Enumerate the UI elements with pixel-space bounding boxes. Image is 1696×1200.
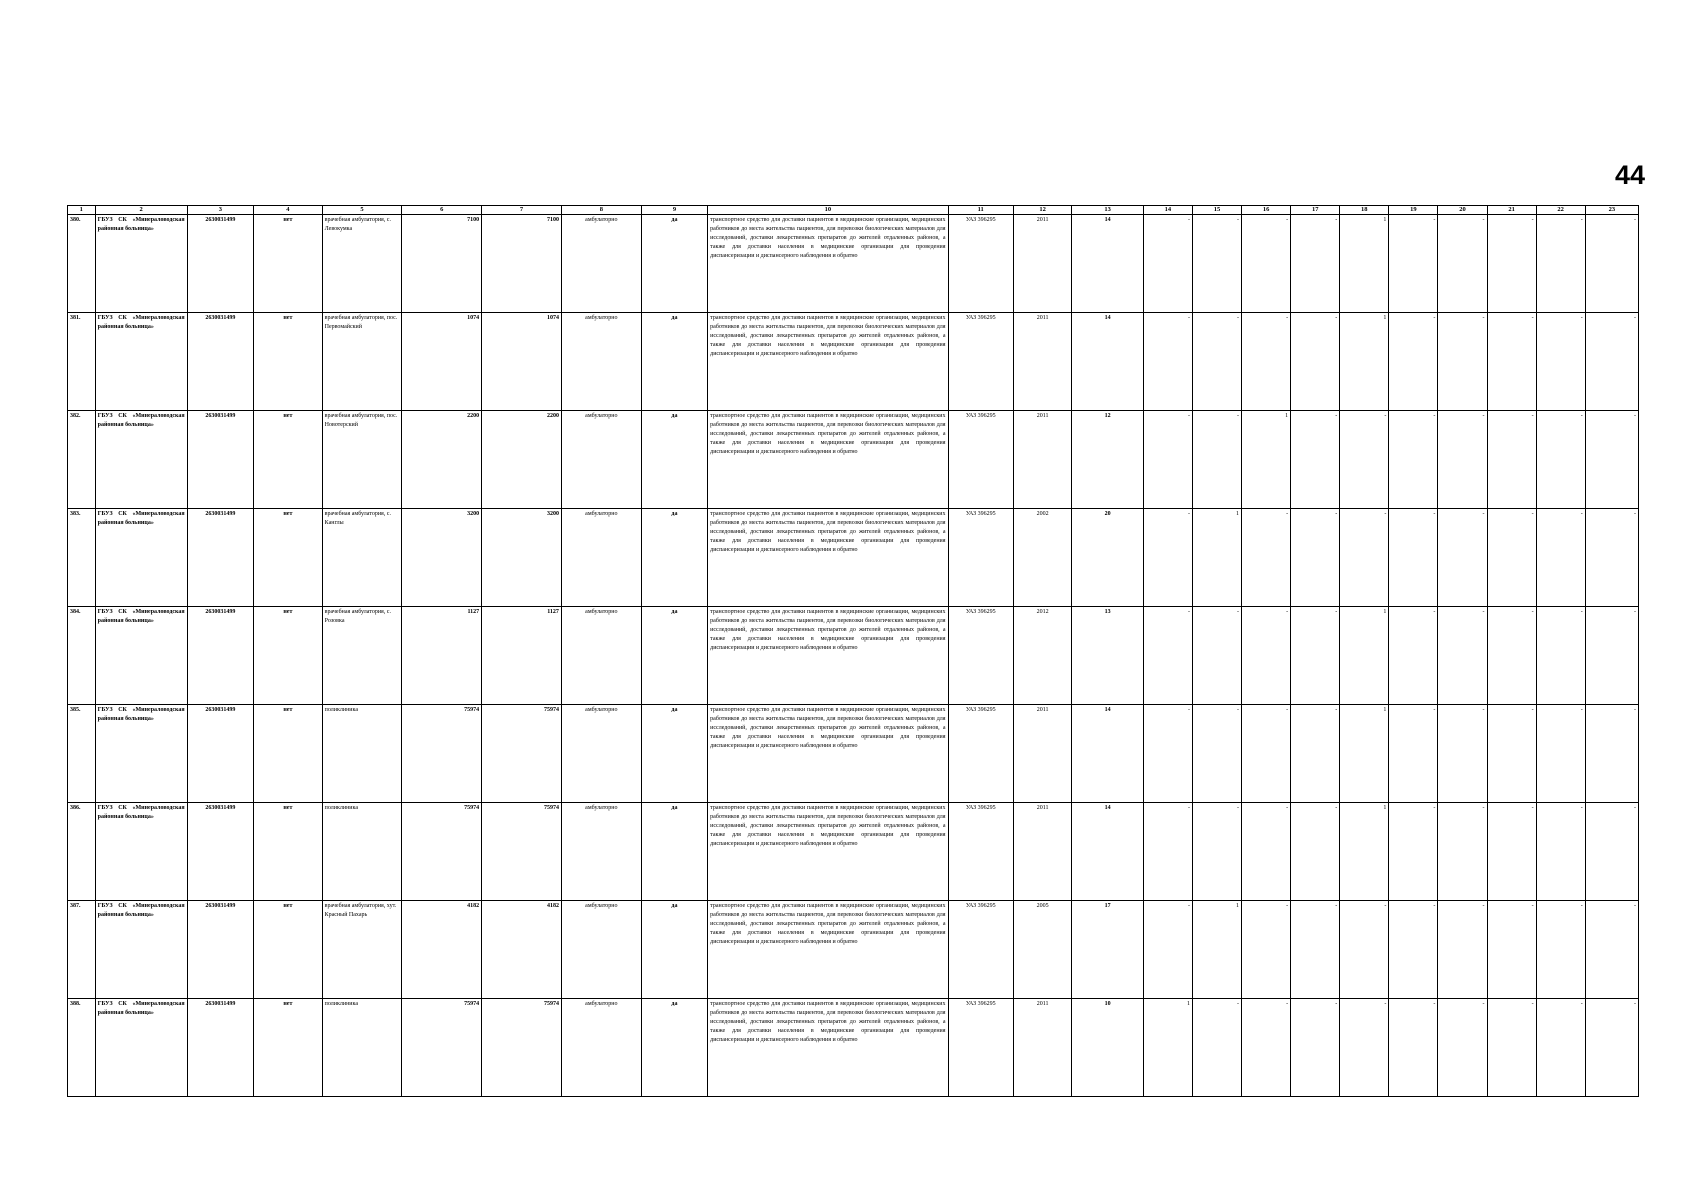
vehicle-model: УАЗ 396295	[948, 509, 1013, 607]
has-license: нет	[254, 215, 323, 313]
care-type: амбулаторно	[561, 313, 641, 411]
vehicle-model: УАЗ 396295	[948, 803, 1013, 901]
vehicle-year: 2011	[1013, 215, 1071, 313]
count-cell: -	[1585, 999, 1638, 1097]
row-number: 384.	[68, 607, 96, 705]
vehicle-purpose: транспортное средство для доставки пациентов в медицинские организации, медицинских работников до места жительства пациентов, для перевозки биологических материалов для исследований, доставки лекарственных препаратов до жителей отдаленных районов, а также для доставки населения в медицинские организации для проведения диспансеризации и диспансерного наблюдения и обратно	[708, 901, 948, 999]
vehicle-year: 2011	[1013, 803, 1071, 901]
count-cell: -	[1389, 705, 1438, 803]
count-cell: -	[1389, 901, 1438, 999]
facility-location: поликлиника	[322, 803, 402, 901]
count-cell: -	[1291, 607, 1340, 705]
count-cell: -	[1192, 215, 1241, 313]
table-row	[68, 509, 1639, 607]
count-cell: -	[1291, 411, 1340, 509]
count-cell: -	[1291, 803, 1340, 901]
vehicle-model: УАЗ 396295	[948, 607, 1013, 705]
vehicle-age: 14	[1072, 803, 1144, 901]
vehicle-year: 2002	[1013, 509, 1071, 607]
table-row	[68, 215, 1639, 313]
column-number: 6	[402, 206, 482, 215]
vehicle-age: 10	[1072, 999, 1144, 1097]
vehicle-age: 13	[1072, 607, 1144, 705]
count-cell: 1	[1192, 509, 1241, 607]
vehicle-year: 2011	[1013, 411, 1071, 509]
facility-location: врачебная амбулатория, пос. Первомайский	[322, 313, 402, 411]
column-number: 7	[482, 206, 562, 215]
count-cell: -	[1438, 607, 1487, 705]
vehicle-purpose: транспортное средство для доставки пациентов в медицинские организации, медицинских работников до места жительства пациентов, для перевозки биологических материалов для исследований, доставки лекарственных препаратов до жителей отдаленных районов, а также для доставки населения в медицинские организации для проведения диспансеризации и диспансерного наблюдения и обратно	[708, 411, 948, 509]
count-cell: -	[1340, 901, 1389, 999]
population-attached: 3200	[482, 509, 562, 607]
count-cell: -	[1536, 705, 1585, 803]
count-cell: -	[1585, 215, 1638, 313]
table-row	[68, 607, 1639, 705]
count-cell: -	[1487, 607, 1536, 705]
count-cell: -	[1340, 999, 1389, 1097]
column-number: 22	[1536, 206, 1585, 215]
count-cell: -	[1143, 803, 1192, 901]
column-number: 8	[561, 206, 641, 215]
count-cell: -	[1536, 803, 1585, 901]
count-cell: -	[1487, 509, 1536, 607]
count-cell: -	[1585, 901, 1638, 999]
care-type: амбулаторно	[561, 999, 641, 1097]
inn: 2630031499	[187, 215, 253, 313]
count-cell: -	[1242, 509, 1291, 607]
vehicle-year: 2011	[1013, 705, 1071, 803]
count-cell: -	[1438, 705, 1487, 803]
column-number: 17	[1291, 206, 1340, 215]
column-number: 23	[1585, 206, 1638, 215]
count-cell: -	[1389, 411, 1438, 509]
count-cell: -	[1192, 411, 1241, 509]
care-type: амбулаторно	[561, 901, 641, 999]
page-number: 44	[1614, 160, 1645, 190]
count-cell: -	[1143, 313, 1192, 411]
count-cell: -	[1143, 901, 1192, 999]
count-cell: -	[1536, 215, 1585, 313]
count-cell: -	[1389, 607, 1438, 705]
count-cell: -	[1585, 705, 1638, 803]
vehicle-purpose: транспортное средство для доставки пациентов в медицинские организации, медицинских работников до места жительства пациентов, для перевозки биологических материалов для исследований, доставки лекарственных препаратов до жителей отдаленных районов, а также для доставки населения в медицинские организации для проведения диспансеризации и диспансерного наблюдения и обратно	[708, 803, 948, 901]
count-cell: -	[1143, 607, 1192, 705]
facility-location: врачебная амбулатория, с. Канглы	[322, 509, 402, 607]
count-cell: -	[1389, 999, 1438, 1097]
count-cell: -	[1291, 901, 1340, 999]
count-cell: -	[1585, 509, 1638, 607]
care-type: амбулаторно	[561, 411, 641, 509]
count-cell: -	[1389, 509, 1438, 607]
count-cell: -	[1536, 509, 1585, 607]
has-license: нет	[254, 999, 323, 1097]
column-number: 2	[95, 206, 187, 215]
vehicle-model: УАЗ 396295	[948, 411, 1013, 509]
population-served: 1127	[402, 607, 482, 705]
population-attached: 4182	[482, 901, 562, 999]
organization-name: ГБУЗ СК «Минераловодская районная больница»	[95, 999, 187, 1097]
count-cell: -	[1192, 999, 1241, 1097]
column-number: 21	[1487, 206, 1536, 215]
count-cell: -	[1438, 215, 1487, 313]
facility-location: врачебная амбулатория, хут. Красный Пахарь	[322, 901, 402, 999]
has-license: нет	[254, 901, 323, 999]
vehicle-model: УАЗ 396295	[948, 705, 1013, 803]
count-cell: -	[1389, 313, 1438, 411]
facility-location: врачебная амбулатория, с. Розовка	[322, 607, 402, 705]
count-cell: -	[1340, 411, 1389, 509]
count-cell: -	[1389, 803, 1438, 901]
count-cell: -	[1438, 411, 1487, 509]
row-number: 383.	[68, 509, 96, 607]
needs-vehicle: да	[641, 607, 707, 705]
inn: 2630031499	[187, 313, 253, 411]
population-served: 1074	[402, 313, 482, 411]
vehicle-purpose: транспортное средство для доставки пациентов в медицинские организации, медицинских работников до места жительства пациентов, для перевозки биологических материалов для исследований, доставки лекарственных препаратов до жителей отдаленных районов, а также для доставки населения в медицинские организации для проведения диспансеризации и диспансерного наблюдения и обратно	[708, 607, 948, 705]
count-cell: -	[1291, 705, 1340, 803]
table-row	[68, 901, 1639, 999]
count-cell: -	[1143, 215, 1192, 313]
row-number: 386.	[68, 803, 96, 901]
needs-vehicle: да	[641, 803, 707, 901]
column-number: 5	[322, 206, 402, 215]
count-cell: -	[1585, 313, 1638, 411]
inn: 2630031499	[187, 999, 253, 1097]
vehicle-year: 2011	[1013, 313, 1071, 411]
population-attached: 1127	[482, 607, 562, 705]
vehicle-year: 2012	[1013, 607, 1071, 705]
organization-name: ГБУЗ СК «Минераловодская районная больница»	[95, 607, 187, 705]
count-cell: -	[1536, 999, 1585, 1097]
column-number: 1	[68, 206, 96, 215]
vehicle-purpose: транспортное средство для доставки пациентов в медицинские организации, медицинских работников до места жительства пациентов, для перевозки биологических материалов для исследований, доставки лекарственных препаратов до жителей отдаленных районов, а также для доставки населения в медицинские организации для проведения диспансеризации и диспансерного наблюдения и обратно	[708, 999, 948, 1097]
row-number: 388.	[68, 999, 96, 1097]
count-cell: -	[1192, 607, 1241, 705]
column-number: 19	[1389, 206, 1438, 215]
care-type: амбулаторно	[561, 607, 641, 705]
vehicle-registry-table	[67, 205, 1639, 1097]
count-cell: -	[1585, 803, 1638, 901]
inn: 2630031499	[187, 607, 253, 705]
count-cell: -	[1585, 411, 1638, 509]
count-cell: -	[1242, 313, 1291, 411]
population-served: 75974	[402, 705, 482, 803]
row-number: 382.	[68, 411, 96, 509]
count-cell: 1	[1340, 607, 1389, 705]
count-cell: -	[1438, 999, 1487, 1097]
population-served: 4182	[402, 901, 482, 999]
population-attached: 2200	[482, 411, 562, 509]
count-cell: -	[1143, 411, 1192, 509]
organization-name: ГБУЗ СК «Минераловодская районная больница»	[95, 803, 187, 901]
vehicle-age: 17	[1072, 901, 1144, 999]
has-license: нет	[254, 607, 323, 705]
vehicle-purpose: транспортное средство для доставки пациентов в медицинские организации, медицинских работников до места жительства пациентов, для перевозки биологических материалов для исследований, доставки лекарственных препаратов до жителей отдаленных районов, а также для доставки населения в медицинские организации для проведения диспансеризации и диспансерного наблюдения и обратно	[708, 509, 948, 607]
table-body	[68, 215, 1639, 1097]
count-cell: 1	[1340, 705, 1389, 803]
row-number: 387.	[68, 901, 96, 999]
column-number: 20	[1438, 206, 1487, 215]
organization-name: ГБУЗ СК «Минераловодская районная больница»	[95, 215, 187, 313]
vehicle-purpose: транспортное средство для доставки пациентов в медицинские организации, медицинских работников до места жительства пациентов, для перевозки биологических материалов для исследований, доставки лекарственных препаратов до жителей отдаленных районов, а также для доставки населения в медицинские организации для проведения диспансеризации и диспансерного наблюдения и обратно	[708, 705, 948, 803]
count-cell: -	[1487, 411, 1536, 509]
organization-name: ГБУЗ СК «Минераловодская районная больница»	[95, 901, 187, 999]
vehicle-model: УАЗ 396295	[948, 901, 1013, 999]
table-row	[68, 313, 1639, 411]
organization-name: ГБУЗ СК «Минераловодская районная больница»	[95, 509, 187, 607]
row-number: 380.	[68, 215, 96, 313]
inn: 2630031499	[187, 705, 253, 803]
inn: 2630031499	[187, 411, 253, 509]
column-number: 13	[1072, 206, 1144, 215]
population-served: 2200	[402, 411, 482, 509]
inn: 2630031499	[187, 803, 253, 901]
count-cell: -	[1487, 313, 1536, 411]
count-cell: 1	[1242, 411, 1291, 509]
count-cell: 1	[1143, 999, 1192, 1097]
count-cell: -	[1487, 215, 1536, 313]
vehicle-purpose: транспортное средство для доставки пациентов в медицинские организации, медицинских работников до места жительства пациентов, для перевозки биологических материалов для исследований, доставки лекарственных препаратов до жителей отдаленных районов, а также для доставки населения в медицинские организации для проведения диспансеризации и диспансерного наблюдения и обратно	[708, 215, 948, 313]
needs-vehicle: да	[641, 313, 707, 411]
column-number: 9	[641, 206, 707, 215]
count-cell: -	[1340, 509, 1389, 607]
table-row	[68, 705, 1639, 803]
count-cell: -	[1438, 313, 1487, 411]
table-row	[68, 411, 1639, 509]
count-cell: -	[1487, 901, 1536, 999]
facility-location: поликлиника	[322, 705, 402, 803]
facility-location: врачебная амбулатория, пос. Новотерский	[322, 411, 402, 509]
population-attached: 75974	[482, 705, 562, 803]
needs-vehicle: да	[641, 999, 707, 1097]
vehicle-model: УАЗ 396295	[948, 313, 1013, 411]
count-cell: -	[1242, 215, 1291, 313]
vehicle-age: 14	[1072, 313, 1144, 411]
table-header	[68, 206, 1639, 215]
count-cell: -	[1291, 509, 1340, 607]
population-served: 7100	[402, 215, 482, 313]
column-number: 11	[948, 206, 1013, 215]
count-cell: -	[1192, 313, 1241, 411]
count-cell: -	[1536, 607, 1585, 705]
organization-name: ГБУЗ СК «Минераловодская районная больница»	[95, 411, 187, 509]
population-attached: 75974	[482, 803, 562, 901]
population-served: 75974	[402, 999, 482, 1097]
count-cell: 1	[1192, 901, 1241, 999]
has-license: нет	[254, 705, 323, 803]
vehicle-model: УАЗ 396295	[948, 215, 1013, 313]
care-type: амбулаторно	[561, 803, 641, 901]
has-license: нет	[254, 509, 323, 607]
count-cell: -	[1242, 607, 1291, 705]
care-type: амбулаторно	[561, 215, 641, 313]
care-type: амбулаторно	[561, 509, 641, 607]
vehicle-year: 2011	[1013, 999, 1071, 1097]
has-license: нет	[254, 803, 323, 901]
count-cell: -	[1536, 313, 1585, 411]
care-type: амбулаторно	[561, 705, 641, 803]
facility-location: врачебная амбулатория, с. Левокумка	[322, 215, 402, 313]
count-cell: -	[1143, 705, 1192, 803]
count-cell: -	[1143, 509, 1192, 607]
row-number: 385.	[68, 705, 96, 803]
population-attached: 75974	[482, 999, 562, 1097]
table-row	[68, 999, 1639, 1097]
population-attached: 7100	[482, 215, 562, 313]
count-cell: 1	[1340, 803, 1389, 901]
column-number: 10	[708, 206, 948, 215]
organization-name: ГБУЗ СК «Минераловодская районная больница»	[95, 313, 187, 411]
table-row	[68, 803, 1639, 901]
count-cell: -	[1291, 215, 1340, 313]
count-cell: -	[1438, 509, 1487, 607]
count-cell: -	[1536, 901, 1585, 999]
count-cell: -	[1536, 411, 1585, 509]
column-number: 16	[1242, 206, 1291, 215]
has-license: нет	[254, 411, 323, 509]
inn: 2630031499	[187, 509, 253, 607]
vehicle-age: 20	[1072, 509, 1144, 607]
population-served: 3200	[402, 509, 482, 607]
count-cell: 1	[1340, 313, 1389, 411]
vehicle-age: 12	[1072, 411, 1144, 509]
column-number: 3	[187, 206, 253, 215]
population-attached: 1074	[482, 313, 562, 411]
vehicle-age: 14	[1072, 215, 1144, 313]
needs-vehicle: да	[641, 215, 707, 313]
count-cell: -	[1585, 607, 1638, 705]
count-cell: -	[1242, 901, 1291, 999]
vehicle-purpose: транспортное средство для доставки пациентов в медицинские организации, медицинских работников до места жительства пациентов, для перевозки биологических материалов для исследований, доставки лекарственных препаратов до жителей отдаленных районов, а также для доставки населения в медицинские организации для проведения диспансеризации и диспансерного наблюдения и обратно	[708, 313, 948, 411]
count-cell: -	[1242, 705, 1291, 803]
column-numbers-row	[68, 206, 1639, 215]
inn: 2630031499	[187, 901, 253, 999]
has-license: нет	[254, 313, 323, 411]
count-cell: 1	[1340, 215, 1389, 313]
count-cell: -	[1438, 803, 1487, 901]
vehicle-model: УАЗ 396295	[948, 999, 1013, 1097]
column-number: 12	[1013, 206, 1071, 215]
count-cell: -	[1242, 999, 1291, 1097]
column-number: 14	[1143, 206, 1192, 215]
count-cell: -	[1487, 705, 1536, 803]
facility-location: поликлиника	[322, 999, 402, 1097]
column-number: 18	[1340, 206, 1389, 215]
count-cell: -	[1389, 215, 1438, 313]
count-cell: -	[1291, 999, 1340, 1097]
needs-vehicle: да	[641, 901, 707, 999]
organization-name: ГБУЗ СК «Минераловодская районная больница»	[95, 705, 187, 803]
count-cell: -	[1192, 803, 1241, 901]
count-cell: -	[1242, 803, 1291, 901]
needs-vehicle: да	[641, 705, 707, 803]
count-cell: -	[1291, 313, 1340, 411]
column-number: 4	[254, 206, 323, 215]
row-number: 381.	[68, 313, 96, 411]
count-cell: -	[1487, 999, 1536, 1097]
count-cell: -	[1438, 901, 1487, 999]
count-cell: -	[1192, 705, 1241, 803]
vehicle-year: 2005	[1013, 901, 1071, 999]
column-number: 15	[1192, 206, 1241, 215]
needs-vehicle: да	[641, 411, 707, 509]
vehicle-age: 14	[1072, 705, 1144, 803]
needs-vehicle: да	[641, 509, 707, 607]
count-cell: -	[1487, 803, 1536, 901]
population-served: 75974	[402, 803, 482, 901]
